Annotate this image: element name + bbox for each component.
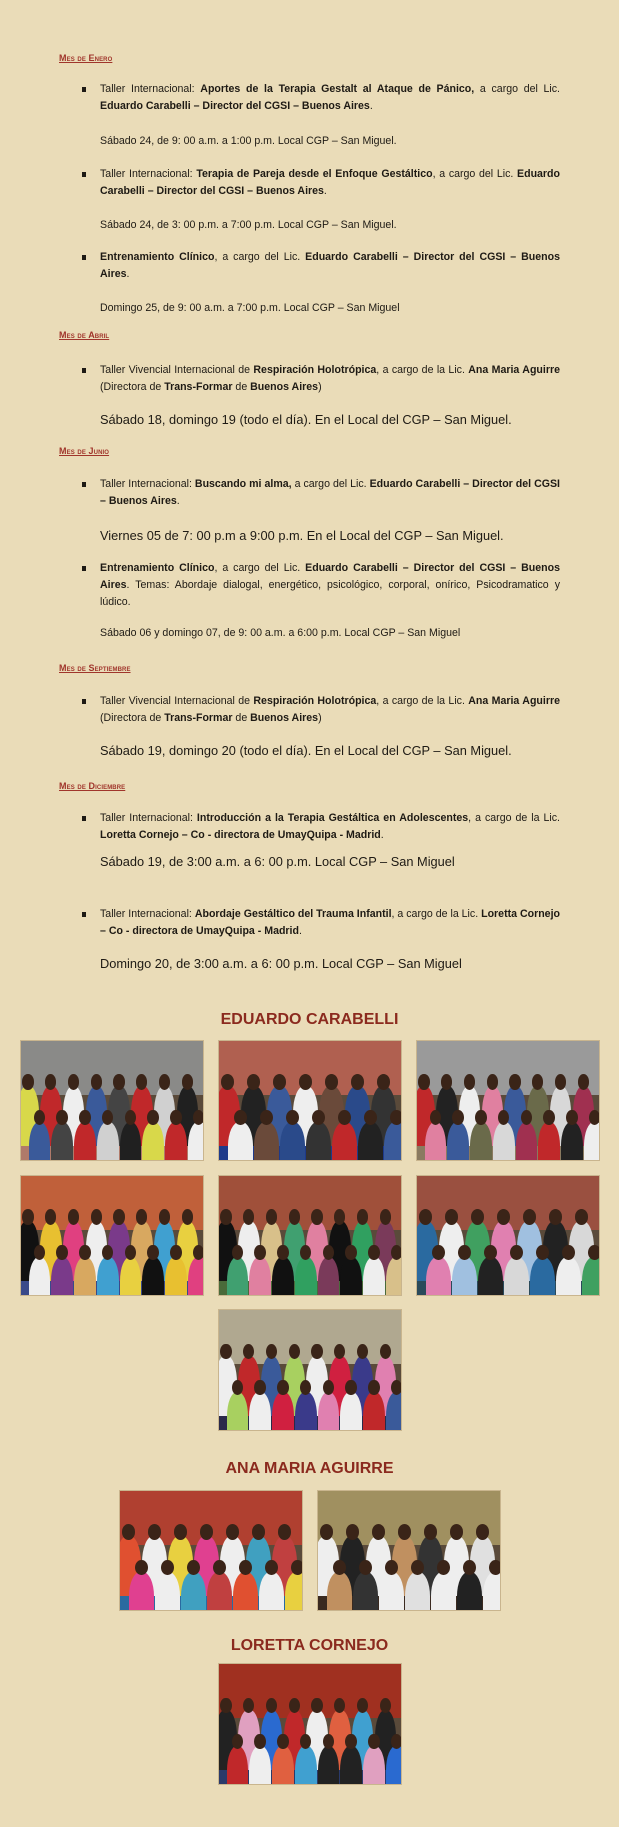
- photo-figure-head: [450, 1524, 463, 1539]
- photo-figure: [504, 1257, 529, 1296]
- photo-figure: [431, 1572, 456, 1611]
- photo-figure-head: [247, 1074, 260, 1089]
- photo-figure-head: [380, 1698, 391, 1714]
- photo-figure-head: [487, 1074, 498, 1089]
- event-description: [100, 81, 560, 115]
- photo-figure-head: [372, 1524, 385, 1539]
- photo-figure-head: [91, 1074, 102, 1089]
- bullet-icon: [82, 912, 86, 917]
- month-heading-abril: Mes de Abril: [59, 330, 110, 340]
- bullet-icon: [82, 816, 86, 821]
- photo-figure: [452, 1257, 477, 1296]
- photo-figure-head: [170, 1110, 181, 1125]
- photo-figure: [51, 1257, 73, 1296]
- photo-figure-head: [299, 1074, 312, 1089]
- photo-figure-head: [391, 1380, 402, 1396]
- photo-figure: [165, 1257, 187, 1296]
- group-photo: [20, 1040, 204, 1161]
- event-description: [100, 476, 560, 510]
- photo-figure-head: [170, 1245, 181, 1260]
- photo-figure: [228, 1122, 253, 1161]
- emphasis-text: Eduardo Carabelli – Director del CGSI – Buenos Aires: [100, 562, 560, 591]
- body-text: Taller Vivencial Internacional de: [100, 364, 254, 376]
- event-description: [100, 362, 560, 396]
- emphasis-text: Respiración Holotrópica: [253, 695, 377, 707]
- photo-figure: [295, 1392, 317, 1431]
- bullet-icon: [82, 255, 86, 260]
- photo-figure: [530, 1257, 555, 1296]
- body-text: .: [126, 268, 130, 280]
- photo-figure-head: [266, 1209, 277, 1224]
- body-text: Taller Internacional:: [100, 908, 195, 920]
- event-item: [100, 166, 560, 200]
- photo-figure-head: [489, 1560, 501, 1575]
- event-date: Sábado 19, de 3:00 a.m. a 6: 00 p.m. Local CGP – San Miguel: [100, 854, 455, 869]
- photo-figure: [97, 1122, 119, 1161]
- group-photo: [218, 1040, 402, 1161]
- emphasis-text: Eduardo Carabelli – Director del CGSI – Buenos Aires: [100, 168, 560, 197]
- photo-figure: [272, 1392, 294, 1431]
- body-text: Taller Internacional:: [100, 478, 195, 490]
- emphasis-text: Ana Maria Aguirre: [468, 695, 560, 707]
- photo-figure: [340, 1746, 362, 1785]
- emphasis-text: Aportes de la Terapia Gestalt al Ataque de Pánico,: [200, 83, 475, 95]
- emphasis-text: Abordaje Gestáltico del Trauma Infantil: [194, 908, 392, 920]
- photo-figure-head: [398, 1524, 411, 1539]
- group-photo: [218, 1175, 402, 1296]
- event-description: [100, 166, 560, 200]
- bullet-icon: [82, 566, 86, 571]
- event-date: Sábado 06 y domingo 07, de 9: 00 a.m. a 6:00 p.m. Local CGP – San Miguel: [100, 627, 461, 639]
- photo-figure-head: [159, 1074, 170, 1089]
- month-heading-diciembre: Mes de Diciembre: [59, 781, 126, 791]
- body-text: , a cargo del Lic.: [214, 251, 306, 263]
- bullet-icon: [82, 172, 86, 177]
- photo-figure-head: [254, 1380, 265, 1396]
- photo-figure-head: [252, 1524, 265, 1539]
- photo-figure-head: [549, 1209, 562, 1224]
- emphasis-text: Eduardo Carabelli – Director del CGSI – Buenos Aires: [100, 478, 560, 507]
- photo-figure: [386, 1392, 402, 1431]
- group-photo: [416, 1175, 600, 1296]
- photo-figure: [272, 1257, 294, 1296]
- photo-figure-head: [277, 1380, 288, 1396]
- photo-figure-head: [226, 1524, 239, 1539]
- gallery-title-ana-maria-aguirre: ANA MARIA AGUIRRE: [225, 1460, 394, 1477]
- emphasis-text: Respiración Holotrópica: [253, 364, 377, 376]
- month-heading-junio: Mes de Junio: [59, 446, 110, 456]
- photo-figure-head: [91, 1209, 102, 1224]
- photo-figure-head: [325, 1074, 338, 1089]
- gallery-title-eduardo-carabelli: EDUARDO CARABELLI: [220, 1011, 399, 1028]
- photo-figure-head: [377, 1074, 390, 1089]
- photo-figure-head: [575, 1209, 588, 1224]
- body-text: , a cargo de la Lic.: [468, 812, 560, 824]
- event-item: [100, 560, 560, 611]
- photo-figure: [363, 1257, 385, 1296]
- photo-figure: [426, 1257, 451, 1296]
- photo-figure: [483, 1572, 501, 1611]
- photo-figure: [556, 1257, 581, 1296]
- photo-figure-head: [79, 1110, 90, 1125]
- photo-figure: [584, 1122, 600, 1161]
- event-date: Viernes 05 de 7: 00 p.m a 9:00 p.m. En el Local del CGP – San Miguel.: [100, 528, 504, 543]
- body-text: .: [298, 925, 302, 937]
- photo-figure-head: [345, 1734, 356, 1750]
- photo-figure-head: [182, 1209, 193, 1224]
- photo-figure: [249, 1257, 271, 1296]
- photo-figure-head: [148, 1524, 161, 1539]
- event-item: [100, 906, 560, 940]
- body-text: Taller Internacional:: [100, 168, 197, 180]
- body-text: . Temas: Abordaje dialogal, energético, psicológico, corporal, onírico, Psicodramatico y lúdico.: [100, 579, 560, 608]
- emphasis-text: Ana Maria Aguirre: [468, 364, 560, 376]
- photo-figure: [272, 1746, 294, 1785]
- photo-figure: [142, 1257, 164, 1296]
- group-photo: [317, 1490, 501, 1611]
- emphasis-text: Introducción a la Terapia Gestáltica en Adolescentes: [196, 812, 469, 824]
- emphasis-text: Entrenamiento Clínico: [100, 562, 215, 574]
- photo-figure-head: [390, 1110, 402, 1125]
- emphasis-text: Eduardo Carabelli – Director del CGSI – Buenos Aires: [100, 251, 560, 280]
- body-text: de: [232, 712, 251, 724]
- photo-figure: [74, 1257, 96, 1296]
- photo-figure: [74, 1122, 96, 1161]
- photo-figure-head: [221, 1074, 234, 1089]
- emphasis-text: Trans-Formar: [164, 712, 233, 724]
- photo-figure-head: [200, 1524, 213, 1539]
- photo-figure-head: [445, 1209, 458, 1224]
- photo-figure-head: [291, 1560, 303, 1575]
- photo-figure: [358, 1122, 383, 1161]
- emphasis-text: Buenos Aires: [250, 712, 319, 724]
- photo-figure-head: [174, 1524, 187, 1539]
- photo-figure: [538, 1122, 560, 1161]
- photo-figure: [386, 1257, 402, 1296]
- photo-figure: [51, 1122, 73, 1161]
- photo-figure: [295, 1746, 317, 1785]
- event-date: Sábado 24, de 9: 00 a.m. a 1:00 p.m. Local CGP – San Miguel.: [100, 135, 397, 147]
- photo-figure: [165, 1122, 187, 1161]
- emphasis-text: Terapia de Pareja desde el Enfoque Gestáltico: [196, 168, 433, 180]
- body-text: (Directora de: [100, 712, 165, 724]
- photo-figure-head: [113, 1074, 124, 1089]
- photo-figure-head: [277, 1734, 288, 1750]
- event-item: [100, 81, 560, 115]
- event-item: [100, 693, 560, 727]
- photo-figure-head: [113, 1209, 124, 1224]
- photo-figure-head: [471, 1209, 484, 1224]
- emphasis-text: Loretta Cornejo – Co - directora de UmayQuipa - Madrid: [100, 908, 560, 937]
- photo-figure-head: [220, 1698, 231, 1714]
- body-text: ): [318, 381, 322, 393]
- photo-figure-head: [311, 1209, 322, 1224]
- photo-figure-head: [254, 1734, 265, 1750]
- event-description: [100, 249, 560, 283]
- body-text: .: [323, 185, 327, 197]
- photo-figure-head: [368, 1734, 379, 1750]
- photo-figure: [470, 1122, 492, 1161]
- photo-figure-head: [346, 1524, 359, 1539]
- gallery-title-loretta-cornejo: LORETTA CORNEJO: [230, 1637, 389, 1654]
- photo-figure: [363, 1392, 385, 1431]
- photo-figure-head: [320, 1524, 333, 1539]
- photo-figure-head: [497, 1209, 510, 1224]
- photo-figure-head: [368, 1380, 379, 1396]
- bullet-icon: [82, 482, 86, 487]
- photo-figure-head: [368, 1245, 379, 1260]
- photo-figure: [405, 1572, 430, 1611]
- photo-figure-head: [588, 1245, 600, 1260]
- photo-figure: [181, 1572, 206, 1611]
- group-photo: [218, 1309, 402, 1431]
- photo-figure: [384, 1122, 402, 1161]
- body-text: , a cargo del Lic.: [214, 562, 306, 574]
- body-text: .: [176, 495, 180, 507]
- photo-figure: [327, 1572, 352, 1611]
- photo-figure: [207, 1572, 232, 1611]
- photo-figure-head: [555, 1074, 566, 1089]
- group-photo: [20, 1175, 204, 1296]
- photo-figure-head: [380, 1209, 391, 1224]
- photo-figure-head: [68, 1074, 79, 1089]
- photo-figure-head: [277, 1245, 288, 1260]
- photo-figure-head: [391, 1734, 402, 1750]
- event-date: Domingo 20, de 3:00 a.m. a 6: 00 p.m. Local CGP – San Miguel: [100, 956, 462, 971]
- bullet-icon: [82, 699, 86, 704]
- body-text: de: [232, 381, 251, 393]
- photo-figure: [306, 1122, 331, 1161]
- event-date: Domingo 25, de 9: 00 a.m. a 7:00 p.m. Local CGP – San Miguel: [100, 302, 400, 314]
- photo-figure-head: [22, 1209, 33, 1224]
- emphasis-text: Eduardo Carabelli – Director del CGSI – Buenos Aires: [100, 100, 370, 112]
- photo-figure-head: [289, 1344, 300, 1360]
- photo-figure: [97, 1257, 119, 1296]
- body-text: Taller Internacional:: [100, 812, 197, 824]
- event-description: [100, 693, 560, 727]
- photo-figure: [188, 1257, 204, 1296]
- body-text: , a cargo del Lic.: [432, 168, 518, 180]
- photo-figure: [332, 1122, 357, 1161]
- photo-figure-head: [476, 1524, 489, 1539]
- photo-figure: [340, 1257, 362, 1296]
- photo-figure-head: [22, 1074, 33, 1089]
- photo-figure-head: [351, 1074, 364, 1089]
- group-photo: [416, 1040, 600, 1161]
- photo-figure: [188, 1122, 204, 1161]
- body-text: , a cargo de la Lic.: [376, 695, 469, 707]
- photo-figure: [379, 1572, 404, 1611]
- photo-figure: [280, 1122, 305, 1161]
- photo-figure-head: [345, 1380, 356, 1396]
- photo-figure: [155, 1572, 180, 1611]
- event-description: [100, 810, 560, 844]
- photo-figure: [254, 1122, 279, 1161]
- bullet-icon: [82, 87, 86, 92]
- body-text: a cargo del Lic.: [291, 478, 370, 490]
- photo-figure: [259, 1572, 284, 1611]
- photo-figure-head: [380, 1344, 391, 1360]
- body-text: Taller Internacional:: [100, 83, 201, 95]
- emphasis-text: Trans-Formar: [164, 381, 233, 393]
- emphasis-text: Entrenamiento Clínico: [100, 251, 215, 263]
- photo-figure: [233, 1572, 258, 1611]
- emphasis-text: Buenos Aires: [250, 381, 319, 393]
- body-text: Taller Vivencial Internacional de: [100, 695, 254, 707]
- photo-figure: [129, 1572, 154, 1611]
- bullet-icon: [82, 368, 86, 373]
- photo-figure: [493, 1122, 515, 1161]
- photo-figure: [353, 1572, 378, 1611]
- photo-figure-head: [566, 1110, 577, 1125]
- event-description: [100, 560, 560, 611]
- photo-figure: [447, 1122, 469, 1161]
- photo-figure-head: [220, 1209, 231, 1224]
- photo-figure-head: [475, 1110, 486, 1125]
- photo-figure-head: [289, 1209, 300, 1224]
- photo-figure-head: [464, 1074, 475, 1089]
- month-heading-enero: Mes de Enero: [59, 53, 113, 63]
- photo-figure-head: [523, 1209, 536, 1224]
- photo-figure: [478, 1257, 503, 1296]
- photo-figure-head: [182, 1074, 193, 1089]
- photo-figure-head: [311, 1344, 322, 1360]
- photo-figure: [285, 1572, 303, 1611]
- photo-figure-head: [419, 1209, 432, 1224]
- month-heading-septiembre: Mes de Septiembre: [59, 663, 131, 673]
- body-text: , a cargo de la Lic.: [376, 364, 469, 376]
- photo-figure-head: [289, 1698, 300, 1714]
- photo-figure-head: [578, 1074, 589, 1089]
- emphasis-text: Buscando mi alma,: [194, 478, 292, 490]
- photo-figure-head: [122, 1524, 135, 1539]
- group-photo: [119, 1490, 303, 1611]
- photo-figure-head: [311, 1698, 322, 1714]
- photo-figure-head: [424, 1524, 437, 1539]
- photo-figure: [340, 1392, 362, 1431]
- photo-figure-head: [220, 1344, 231, 1360]
- photo-figure: [249, 1392, 271, 1431]
- emphasis-text: Loretta Cornejo – Co - directora de UmayQuipa - Madrid: [100, 829, 381, 841]
- event-item: [100, 810, 560, 844]
- body-text: a cargo del Lic.: [474, 83, 560, 95]
- body-text: .: [369, 100, 373, 112]
- photo-figure: [561, 1122, 583, 1161]
- photo-figure-head: [357, 1209, 368, 1224]
- photo-figure-head: [509, 1074, 520, 1089]
- body-text: (Directora de: [100, 381, 165, 393]
- event-date: Sábado 24, de 3: 00 p.m. a 7:00 p.m. Local CGP – San Miguel.: [100, 219, 397, 231]
- photo-figure-head: [159, 1209, 170, 1224]
- event-item: [100, 249, 560, 283]
- photo-figure: [295, 1257, 317, 1296]
- photo-figure-head: [418, 1074, 429, 1089]
- event-item: [100, 476, 560, 510]
- body-text: ): [318, 712, 322, 724]
- body-text: , a cargo de la Lic.: [391, 908, 482, 920]
- photo-figure: [582, 1257, 600, 1296]
- photo-figure-head: [278, 1524, 291, 1539]
- group-photo: [218, 1663, 402, 1785]
- photo-figure: [249, 1746, 271, 1785]
- event-description: [100, 906, 560, 940]
- event-item: [100, 362, 560, 396]
- photo-figure: [386, 1746, 402, 1785]
- photo-figure: [142, 1122, 164, 1161]
- photo-figure-head: [273, 1074, 286, 1089]
- photo-figure-head: [68, 1209, 79, 1224]
- event-date: Sábado 19, domingo 20 (todo el día). En el Local del CGP – San Miguel.: [100, 743, 512, 758]
- event-date: Sábado 18, domingo 19 (todo el día). En el Local del CGP – San Miguel.: [100, 412, 512, 427]
- photo-figure-head: [79, 1245, 90, 1260]
- photo-figure: [363, 1746, 385, 1785]
- photo-figure: [457, 1572, 482, 1611]
- body-text: .: [380, 829, 384, 841]
